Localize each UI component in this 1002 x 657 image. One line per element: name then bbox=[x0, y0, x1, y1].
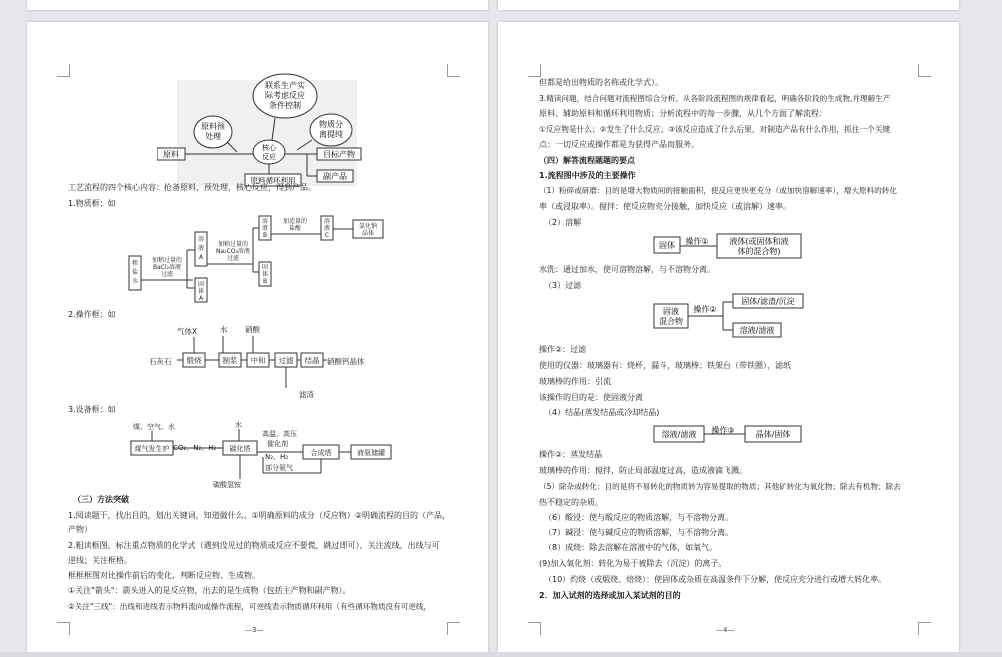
nacl-1: 氯化钠 bbox=[358, 223, 378, 230]
gases-label: CO₂、N₂、H₂ bbox=[173, 444, 217, 452]
para-5: ②关注"三线"：出线和进线表示物料流向或操作流程，可逆线表示物质循环利用（有些循环物质没有可逆线， bbox=[68, 602, 432, 611]
op-1-line-1: （1）粉碎或研磨：目的是增大物质间的接触面积，使反应更快更充分（或加快溶解速率），增大原料的转化 bbox=[539, 186, 897, 195]
contact-line-1: 联系生产实 bbox=[265, 81, 305, 90]
mixture-line-1: 固液 bbox=[663, 307, 679, 316]
op2-label: 操作② bbox=[693, 305, 717, 314]
solid-label: 固体 bbox=[659, 241, 675, 250]
pretreat-line-1: 原料预 bbox=[201, 122, 225, 131]
crop-mark bbox=[528, 64, 541, 77]
bottom-gap bbox=[0, 652, 1002, 657]
op1-label: 操作① bbox=[685, 237, 709, 246]
neutralize-label: 中和 bbox=[250, 356, 266, 365]
sola-2: 体 bbox=[197, 288, 205, 295]
solb-1: 固 bbox=[261, 264, 269, 271]
mixture-line-2: 混合物 bbox=[659, 317, 683, 326]
liquid-line-1: 液体(或固体和液 bbox=[729, 237, 789, 246]
op3-label: 操作③ bbox=[711, 426, 735, 435]
sola-3: A bbox=[198, 295, 204, 302]
liqa-3: A bbox=[198, 254, 204, 261]
crop-mark bbox=[57, 622, 70, 635]
liqc-2: 液 bbox=[323, 225, 331, 232]
inputs-label: 煤、空气、水 bbox=[133, 423, 175, 431]
residue-label: 滤渣 bbox=[299, 390, 314, 399]
filter-diagram bbox=[653, 292, 813, 342]
solb-2: 体 bbox=[261, 271, 269, 278]
crop-mark bbox=[918, 622, 931, 635]
glass-rod-use: 玻璃棒的作用：引流 bbox=[539, 377, 611, 386]
target-label: 目标产物 bbox=[323, 150, 355, 159]
subsection-operations: 1.流程图中涉及的主要操作 bbox=[539, 171, 636, 180]
liqa-2: 液 bbox=[197, 245, 205, 252]
nh4hco3-label: 碳酸氢铵 bbox=[213, 481, 241, 489]
line-1: 但都是给出物质的名称或化学式）。 bbox=[539, 78, 663, 87]
op-6: （6）酸浸：使与酸反应的物质溶解，与不溶物分离。 bbox=[544, 513, 734, 522]
section-reagents: 2．加入试剂的选择或加入某试剂的目的 bbox=[539, 591, 681, 600]
line-2: 3.精读问题，结合问题对流程图综合分析。从各阶段流程图的规律看起，明确各阶段的生成物,并理解生产 bbox=[539, 94, 891, 103]
byproduct-label: 副产品 bbox=[323, 172, 347, 181]
operation-purpose: 该操作的目的是：使固液分离 bbox=[539, 393, 643, 402]
para-2-line-2: 逆线；关注框格。 bbox=[68, 556, 132, 565]
step3-1: 加适量的 bbox=[282, 218, 308, 225]
material-box-diagram bbox=[127, 210, 397, 305]
op-7: （7）碱浸：使与碱反应的物质溶解，与不溶物分离。 bbox=[544, 528, 734, 537]
step2-1: 加稍过量的 bbox=[217, 241, 249, 248]
step1-1: 加稍过量的 bbox=[151, 257, 183, 264]
nitric-acid-label: 硝酸 bbox=[245, 325, 260, 334]
synthesis-label: 合成塔 bbox=[310, 449, 332, 457]
para-2-line-1: 2.粗读框图，标注重点物质的化学式（遇到没见过的物质或反应不要慌，跳过即可），关注流线，出线与可 bbox=[68, 541, 440, 550]
line-3: 原料、辅助原料和循环利用物质；分析流程中的每一步骤，从几个方面了解流程： bbox=[539, 109, 827, 118]
page-number: —3— bbox=[245, 626, 264, 634]
contact-line-3: 条件控制 bbox=[269, 101, 301, 110]
gas-generator-label: 煤气发生炉 bbox=[134, 445, 170, 453]
salt-2: 盐 bbox=[131, 269, 139, 276]
core-line-1: 核心 bbox=[262, 144, 276, 152]
partial-nh3-label: 部分氨气 bbox=[265, 464, 293, 472]
glass-rod-use-2: 玻璃棒的作用：搅拌，防止局部温度过高，造成液滴飞溅。 bbox=[539, 466, 747, 475]
previous-page-right bbox=[498, 0, 959, 10]
liqc-3: C bbox=[324, 232, 330, 239]
pretreat-line-2: 处理 bbox=[205, 132, 221, 141]
crystal-box-label: 晶体/固体 bbox=[755, 430, 791, 439]
solution-box-label: 溶液/滤液 bbox=[661, 430, 697, 439]
op-3-title: （3）过滤 bbox=[544, 281, 582, 290]
item-1-heading: 1.物质框：如 bbox=[68, 199, 116, 208]
storage-label: 液氨储罐 bbox=[357, 449, 385, 457]
tower-label: 碳化塔 bbox=[229, 445, 251, 453]
crystallize-label: 结晶 bbox=[304, 356, 320, 365]
step2-3: 过滤 bbox=[226, 255, 240, 262]
para-1-text: 1.阅读题干，找出目的，划出关键词，知道做什么。①明确原料的成分（反应物）②明确流程的目的（产品， bbox=[68, 511, 450, 520]
salt-3: 水 bbox=[131, 278, 139, 285]
section-method: （三）方法突破 bbox=[73, 495, 129, 504]
crop-mark bbox=[57, 64, 70, 77]
equipment-box-diagram bbox=[127, 417, 397, 492]
recycle-label: 原料循环利用 bbox=[250, 176, 296, 185]
para-1-line-1 bbox=[68, 511, 450, 521]
op-2-title: （2）溶解 bbox=[544, 218, 582, 227]
op-5-line-1: （5）除杂或转化：目的是将不易转化的物质转为容易提取的物质；其他矿转化为氧化物；除去有机物；除去 bbox=[539, 482, 901, 491]
crop-mark bbox=[918, 64, 931, 77]
op-1-line-2: 率（或浸取率）。搅拌：使反应物充分接触，加快反应（或溶解）速率。 bbox=[539, 202, 791, 211]
cond-2: 催化剂 bbox=[267, 440, 288, 448]
separate-line-2: 离提纯 bbox=[319, 130, 343, 139]
crystallize-diagram bbox=[653, 422, 803, 446]
process-core-diagram bbox=[157, 66, 362, 188]
crop-mark bbox=[528, 622, 541, 635]
step2-2: Na₂CO₃溶液 bbox=[216, 248, 250, 255]
line-5: 点：一切反应或操作都是为获得产品而服务。 bbox=[539, 140, 699, 149]
document-page-4 bbox=[498, 22, 959, 652]
document-page-3 bbox=[27, 22, 488, 652]
dissolve-diagram bbox=[653, 232, 803, 260]
water-label: 水 bbox=[220, 325, 228, 334]
core-line-2: 反应 bbox=[262, 153, 276, 161]
op-9: (9)加入氧化剂：转化为易于被除去（沉淀）的离子。 bbox=[539, 559, 727, 568]
crop-mark bbox=[447, 64, 460, 77]
residue-box-label: 固体/滤渣/沉淀 bbox=[741, 297, 795, 306]
op-2-filter: 操作②：过滤 bbox=[539, 345, 587, 354]
n2h2-label: N₂、H₂ bbox=[265, 453, 289, 461]
crop-mark bbox=[447, 622, 460, 635]
water-in-label: 水 bbox=[235, 421, 242, 429]
intro-text: 工艺流程的四个核心内容：抢备原料，预处理，核心反应，得到产品。 bbox=[68, 183, 316, 192]
para-1-line-2: 产物） bbox=[68, 525, 92, 534]
raw-label: 原料 bbox=[163, 150, 179, 159]
step3-2: 盐酸 bbox=[288, 225, 302, 232]
line-4: ①反应物是什么；②发生了什么反应；③该反应造成了什么后果，对制造产品有什么作用，抓住一个关键 bbox=[539, 125, 891, 134]
gas-x-label: 气体X bbox=[177, 327, 198, 336]
liqb-1: 溶 bbox=[261, 218, 269, 225]
operation-box-diagram bbox=[147, 322, 387, 402]
nacl-2: 晶体 bbox=[361, 230, 375, 237]
op-2-evaporate: 操作②：蒸发结晶 bbox=[539, 450, 603, 459]
previous-page-left bbox=[27, 0, 488, 10]
sola-1: 固 bbox=[197, 281, 205, 288]
liquid-line-2: 体的混合物) bbox=[737, 247, 781, 256]
instruments: 使用的仪器：玻璃器有：烧杯，漏斗，玻璃棒；铁架台（带铁圈），滤纸 bbox=[539, 361, 791, 370]
cond-1: 高温、高压 bbox=[262, 430, 297, 438]
filter-label: 过滤 bbox=[278, 356, 294, 365]
para-3: 框框框图对比操作前后的变化，判断反应物、生成物。 bbox=[68, 571, 260, 580]
op-4-title: （4）结晶(蒸发结晶或冷却结晶) bbox=[544, 408, 660, 417]
step1-3: 过滤 bbox=[160, 271, 174, 278]
item-3-heading: 3.设备框：如 bbox=[68, 405, 116, 414]
liqb-3: B bbox=[262, 232, 268, 239]
op-8: （8）成烧：除去溶解在溶液中的气体，如氧气。 bbox=[544, 543, 718, 552]
item-2-heading: 2.操作框：如 bbox=[68, 310, 116, 319]
product-label: 硝酸钙晶体 bbox=[327, 357, 365, 366]
separate-line-1: 物质分 bbox=[319, 120, 343, 129]
para-4: ①关注"箭头"：箭头进入的是反应物，出去的是生成物（包括主产物和副产物）。 bbox=[68, 586, 351, 595]
liqa-1: 溶 bbox=[197, 236, 205, 243]
calcine-label: 煅烧 bbox=[186, 356, 202, 365]
liqc-1: 溶 bbox=[323, 218, 331, 225]
step1-2: BaCl₂溶液 bbox=[152, 264, 182, 271]
slurry-label: 制浆 bbox=[222, 356, 238, 365]
op-5-line-2: 热不稳定的杂质。 bbox=[539, 498, 603, 507]
salt-1: 粗 bbox=[131, 260, 139, 267]
section-four: （四）解答流程题题的要点 bbox=[539, 156, 635, 165]
contact-line-2: 际考虑反应 bbox=[265, 91, 305, 100]
filtrate-box-label: 溶液/滤液 bbox=[739, 326, 775, 335]
limestone-label: 石灰石 bbox=[149, 357, 172, 366]
liqb-2: 液 bbox=[261, 225, 269, 232]
solb-3: B bbox=[262, 278, 268, 285]
page-number: —4— bbox=[716, 626, 735, 634]
op-10: （10）灼烧（或煅烧、焙烧）：使固体或杂质在高温条件下分解，使反应充分进行或增大转化率。 bbox=[544, 575, 887, 584]
water-wash-note: 水洗：通过加水，使可溶物溶解，与不溶物分离。 bbox=[539, 265, 715, 274]
